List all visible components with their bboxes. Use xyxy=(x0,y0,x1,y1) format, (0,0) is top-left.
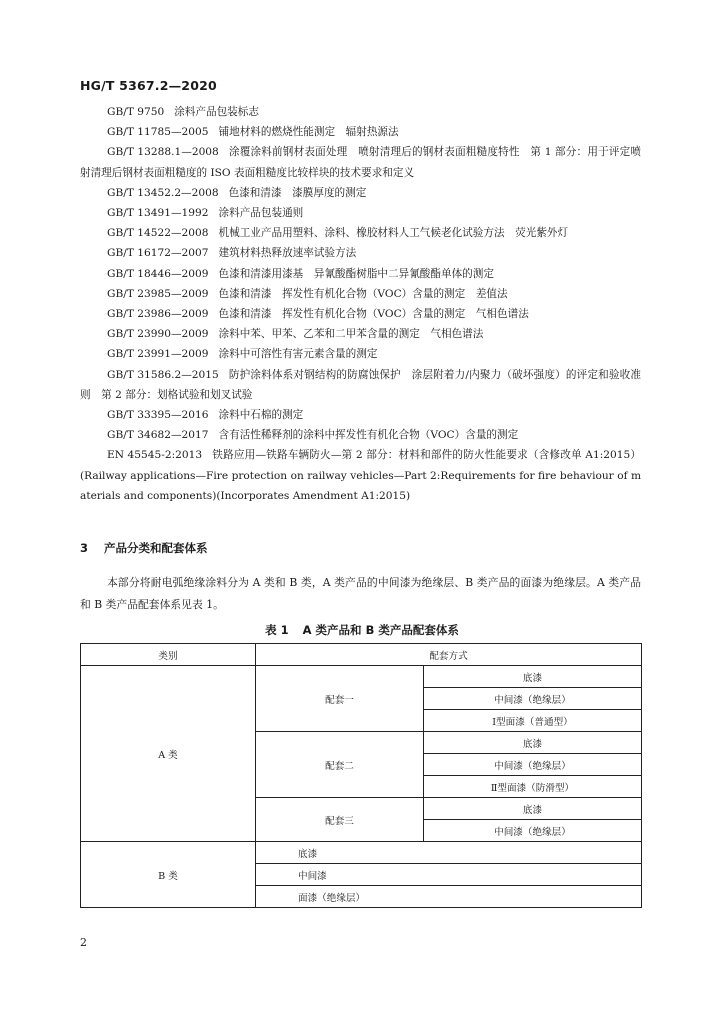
class-a-cell: A 类 xyxy=(81,666,256,842)
section-number: 3 xyxy=(80,541,89,555)
table-title: A 类产品和 B 类产品配套体系 xyxy=(302,623,459,637)
reference-title: 涂料中苯、甲苯、乙苯和二甲苯含量的测定 气相色谱法 xyxy=(218,328,484,341)
reference-title: 色漆和清漆 漆膜厚度的测定 xyxy=(228,186,367,199)
reference-title: 铺地材料的燃烧性能测定 辐射热源法 xyxy=(218,126,399,139)
reference-item xyxy=(80,425,641,445)
layer-cell: 底漆 xyxy=(256,842,642,864)
reference-code: GB/T 23985—2009 xyxy=(107,287,209,300)
reference-item xyxy=(80,264,641,284)
reference-code: GB/T 16172—2007 xyxy=(107,247,209,260)
reference-item xyxy=(80,183,641,203)
reference-code: GB/T 11785—2005 xyxy=(107,126,209,139)
set-cell: 配套二 xyxy=(256,732,424,798)
reference-item xyxy=(80,445,641,506)
reference-code: GB/T 13452.2—2008 xyxy=(107,186,219,199)
layer-cell: 中间漆（绝缘层） xyxy=(424,688,642,710)
reference-item xyxy=(80,203,641,223)
normative-references-list xyxy=(80,102,641,506)
layer-cell: 面漆（绝缘层） xyxy=(256,886,642,908)
reference-code: GB/T 23991—2009 xyxy=(107,348,209,361)
reference-code: GB/T 33395—2016 xyxy=(107,409,209,422)
layer-cell: Ⅰ型面漆（普通型） xyxy=(424,710,642,732)
reference-title: 涂料产品包装通则 xyxy=(218,207,304,220)
reference-code: GB/T 13491—1992 xyxy=(107,207,209,220)
reference-item xyxy=(80,405,641,425)
standard-code-header: HG/T 5367.2—2020 xyxy=(80,78,217,93)
layer-cell: 中间漆（绝缘层） xyxy=(424,754,642,776)
reference-code: GB/T 9750 xyxy=(107,106,165,118)
layer-cell: Ⅱ型面漆（防滑型） xyxy=(424,776,642,798)
reference-code: EN 45545-2:2013 xyxy=(107,449,203,462)
layer-cell: 底漆 xyxy=(424,798,642,820)
table-number: 表 1 xyxy=(265,623,289,637)
layer-cell: 底漆 xyxy=(424,666,642,688)
reference-item xyxy=(80,243,641,263)
reference-item xyxy=(80,324,641,344)
reference-title: 防护涂料体系对钢结构的防腐蚀保护 涂层附着力/内聚力（破坏强度）的评定和验收准则 第 2 部分：划格试验和划叉试验 xyxy=(80,368,641,401)
section-title: 产品分类和配套体系 xyxy=(104,541,208,555)
reference-code: GB/T 13288.1—2008 xyxy=(107,146,219,159)
set-cell: 配套一 xyxy=(256,666,424,732)
reference-title: 涂覆涂料前钢材表面处理 喷射清理后的钢材表面粗糙度特性 第 1 部分：用于评定喷射清理后钢材表面粗糙度的 ISO 表面粗糙度比较样块的技术要求和定义 xyxy=(80,146,641,179)
reference-title: 色漆和清漆用漆基 异氰酸酯树脂中二异氰酸酯单体的测定 xyxy=(218,267,494,280)
reference-item xyxy=(80,304,641,324)
reference-title: 色漆和清漆 挥发性有机化合物（VOC）含量的测定 差值法 xyxy=(218,287,508,300)
reference-code: GB/T 14522—2008 xyxy=(107,227,209,240)
reference-item xyxy=(80,102,641,122)
set-cell: 配套三 xyxy=(256,798,424,842)
reference-item xyxy=(80,284,641,304)
header-method: 配套方式 xyxy=(256,644,642,666)
layer-cell: 中间漆 xyxy=(256,864,642,886)
reference-code: GB/T 31586.2—2015 xyxy=(107,368,219,381)
reference-item xyxy=(80,365,641,405)
reference-code: GB/T 23986—2009 xyxy=(107,308,209,321)
table-row xyxy=(81,666,642,688)
reference-code: GB/T 23990—2009 xyxy=(107,328,209,341)
table-caption xyxy=(0,622,724,638)
class-b-cell: B 类 xyxy=(81,842,256,908)
product-system-table xyxy=(80,643,642,908)
reference-title: 涂料产品包装标志 xyxy=(174,106,259,118)
header-category: 类别 xyxy=(81,644,256,666)
section-paragraph: 本部分将耐电弧绝缘涂料分为 A 类和 B 类，A 类产品的中间漆为绝缘层、B 类产品的面漆为绝缘层。A 类产品和 B 类产品配套体系见表 1。 xyxy=(80,576,641,611)
reference-code: GB/T 34682—2017 xyxy=(107,429,209,442)
reference-title: 涂料中可溶性有害元素含量的测定 xyxy=(218,348,378,361)
reference-code: GB/T 18446—2009 xyxy=(107,267,209,280)
reference-item xyxy=(80,223,641,243)
layer-cell: 底漆 xyxy=(424,732,642,754)
reference-title: 含有活性稀释剂的涂料中挥发性有机化合物（VOC）含量的测定 xyxy=(218,429,519,442)
reference-title: 铁路应用—铁路车辆防火—第 2 部分：材料和部件的防火性能要求（含修改单 A1:2015）(Railway applications—Fire protection on railway vehicles—Part 2:Requirements for fire behaviour of materials and components)(Incorporates Amendment A1:2015) xyxy=(80,449,641,502)
table-header-row xyxy=(81,644,642,666)
reference-title: 涂料中石棉的测定 xyxy=(218,409,304,422)
section-heading xyxy=(80,540,208,556)
reference-title: 色漆和清漆 挥发性有机化合物（VOC）含量的测定 气相色谱法 xyxy=(218,308,529,321)
reference-item xyxy=(80,142,641,182)
reference-title: 建筑材料热释放速率试验方法 xyxy=(218,247,357,260)
reference-title: 机械工业产品用塑料、涂料、橡胶材料人工气候老化试验方法 荧光紫外灯 xyxy=(218,227,569,240)
page-number: 2 xyxy=(80,936,87,949)
reference-item xyxy=(80,122,641,142)
layer-cell: 中间漆（绝缘层） xyxy=(424,820,642,842)
reference-item xyxy=(80,344,641,364)
table-row xyxy=(81,842,642,864)
